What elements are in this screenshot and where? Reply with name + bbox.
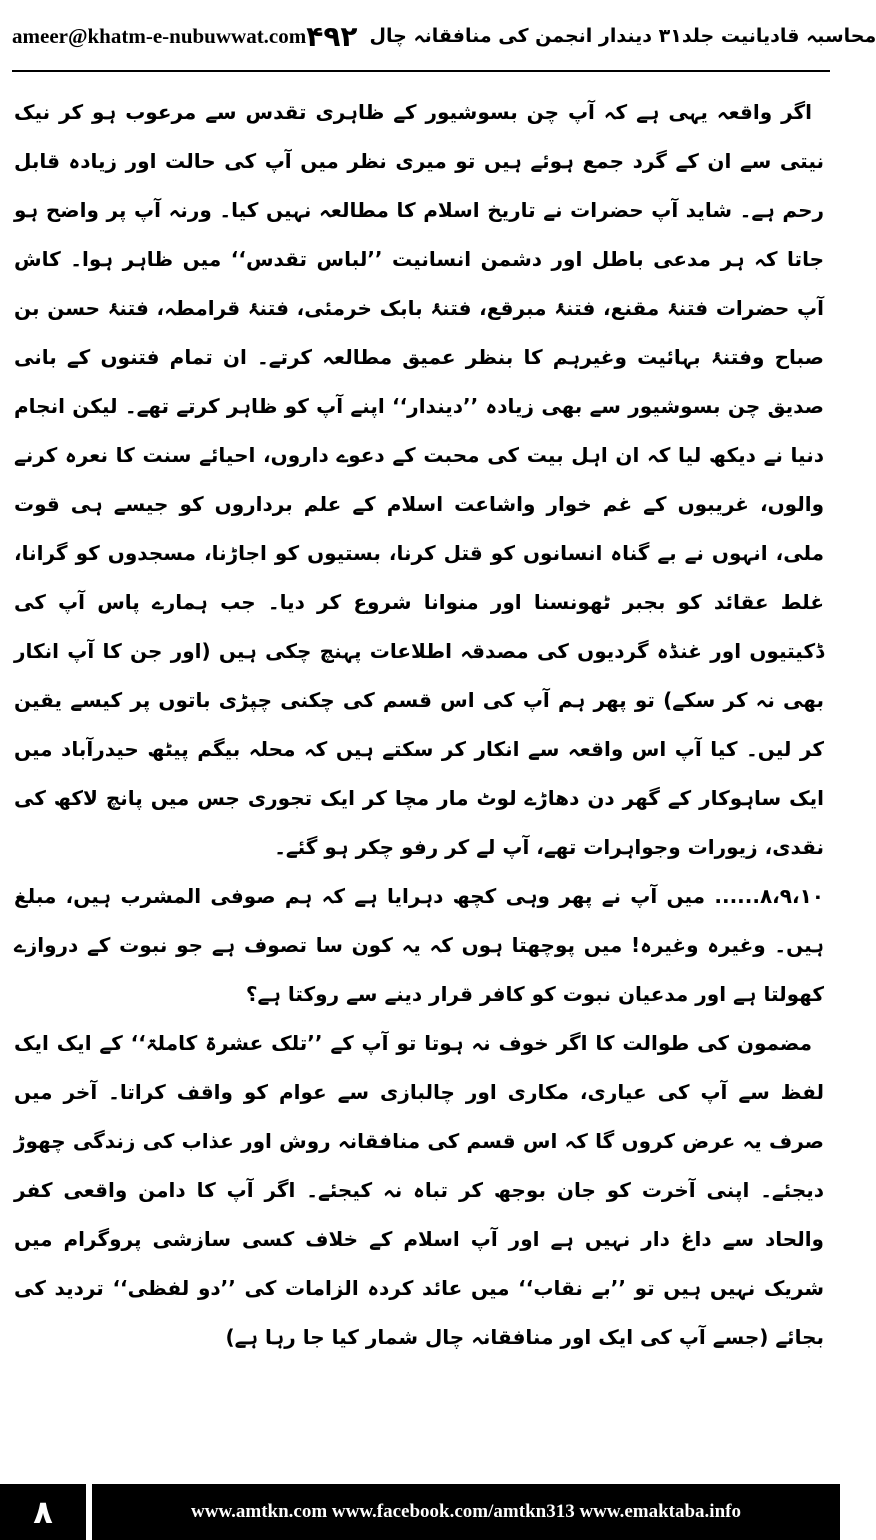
header-title-group	[306, 20, 876, 53]
header-divider	[12, 70, 830, 72]
footer-links: www.amtkn.com www.facebook.com/amtkn313 www.emaktaba.info	[92, 1484, 840, 1540]
header-page-number: ۴۹۲	[306, 19, 358, 53]
header-email: ameer@khatm-e-nubuwwat.com	[12, 23, 307, 48]
page-footer	[0, 1484, 840, 1540]
body-text	[14, 88, 824, 1464]
paragraph-3: مضمون کی طوالت کا اگر خوف نہ ہوتا تو آپ کے ’’تلک عشرۃ کاملۃ‘‘ کے ایک ایک لفظ سے آپ کی عیاری، مکاری اور چالبازی سے عوام کو واقف کراتا۔ آخر میں صرف یہ عرض کروں گا کہ اس قسم کی منافقانہ روش اور عذاب کی زندگی چھوڑ دیجئے۔ اپنی آخرت کو جان بوجھ کر تباہ نہ کیجئے۔ اگر آپ کا دامن واقعی کفر والحاد سے داغ دار نہیں ہے اور آپ اسلام کے خلاف کسی سازشی پروگرام میں شریک نہیں ہیں تو ’’بے نقاب‘‘ میں عائد کردہ الزامات کی ’’دو لفظی‘‘ تردید کی بجائے (جسے آپ کی ایک اور منافقانہ چال شمار کیا جا رہا ہے)	[14, 1031, 824, 1349]
page-header	[0, 0, 876, 72]
paragraph-1: اگر واقعہ یہی ہے کہ آپ چن بسوشیور کے ظاہری تقدس سے مرعوب ہو کر نیک نیتی سے ان کے گرد جمع ہوئے ہیں تو میری نظر میں آپ کی حالت اور زیادہ قابل رحم ہے۔ شاید آپ حضرات نے تاریخ اسلام کا مطالعہ نہیں کیا۔ ورنہ آپ پر واضح ہو جاتا کہ ہر مدعی باطل اور دشمن انسانیت ’’لباس تقدس‘‘ میں ظاہر ہوا۔ کاش آپ حضرات فتنۂ مقنع، فتنۂ مبرقع، فتنۂ بابک خرمئی، فتنۂ قرامطہ، فتنۂ حسن بن صباح وفتنۂ بہائیت وغیرہم کا بنظر عمیق مطالعہ کرتے۔ ان تمام فتنوں کے بانی صدیق چن بسوشیور سے بھی زیادہ ’’دیندار‘‘ اپنے آپ کو ظاہر کرتے تھے۔ لیکن انجام دنیا نے دیکھ لیا کہ ان اہل بیت کی محبت کے دعوے داروں، احیائے سنت کا نعرہ کرنے والوں، غریبوں کے غم خوار واشاعت اسلام کے علم برداروں کو جیسے ہی قوت ملی، انہوں نے بے گناہ انسانوں کو قتل کرنا، بستیوں کو اجاڑنا، مسجدوں کو گرانا، غلط عقائد کو بجبر ٹھونسنا اور منوانا شروع کر دیا۔ جب ہمارے پاس آپ کی ڈکیتیوں اور غنڈہ گردیوں کی مصدقہ اطلاعات پہنچ چکی ہیں (اور جن کا آپ انکار بھی نہ کر سکے) تو پھر ہم آپ کی اس قسم کی چکنی چپڑی باتوں پر کیسے یقین کر لیں۔ کیا آپ اس واقعہ سے انکار کر سکتے ہیں کہ محلہ بیگم پیٹھ حیدرآباد میں ایک ساہوکار کے گھر دن دھاڑے لوٹ مار مچا کر ایک تجوری جس میں پانچ لاکھ کی نقدی، زیورات وجواہرات تھے، آپ لے کر رفو چکر ہو گئے۔	[14, 100, 824, 859]
header-title: محاسبہ قادیانیت جلد۳۱ دیندار انجمن کی منافقانہ چال	[369, 25, 876, 47]
paragraph-2: ۸،۹،۱۰...... میں آپ نے پھر وہی کچھ دہرایا ہے کہ ہم صوفی المشرب ہیں، مبلغ ہیں۔ وغیرہ وغیرہ! میں پوچھتا ہوں کہ یہ کون سا تصوف ہے جو نبوت کے دروازے کھولتا ہے اور مدعیان نبوت کو کافر قرار دینے سے روکتا ہے؟	[14, 884, 824, 1006]
footer-page-number: ۸	[0, 1484, 86, 1540]
